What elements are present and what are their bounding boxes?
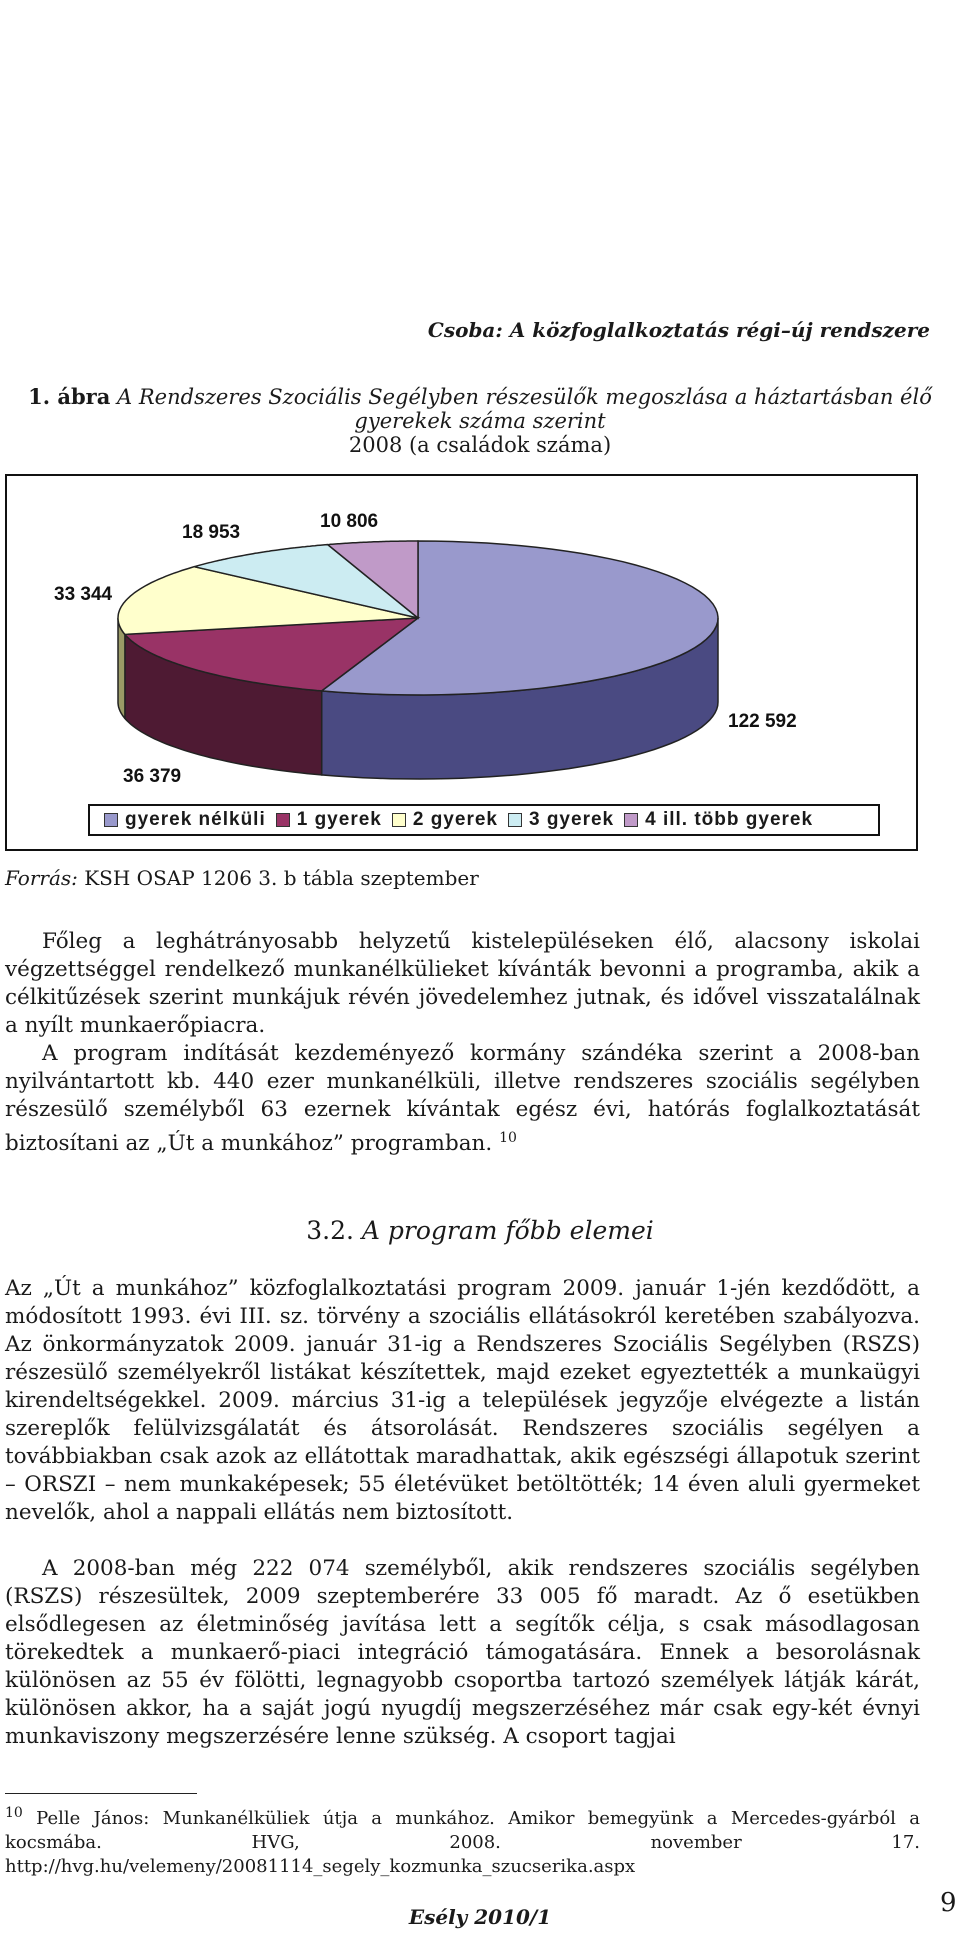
legend-label: 2 gyerek bbox=[412, 809, 498, 830]
source-text: KSH OSAP 1206 3. b tábla szeptember bbox=[84, 866, 479, 890]
paragraph-4: A 2008-ban még 222 074 személyből, akik rendszeres szociális segélyben (RSZS) részesültek, 2009 szeptemberére 33 005 fő maradt. Az ő esetükben elsődlegesen az életminőség javítása lett a segítők célja, s csak másodlagosan törekedtek a munkaerő-piaci integráció támogatására. Ennek a besorolásnak különösen az 55 év fölötti, legnagyobb csoportba tartozó személyek látják kárát, különösen akkor, ha a saját jogú nyugdíj megszerzéséhez már csak egy-két évnyi munkaviszony megszerzésére lenne szükség. A csoport tagjai bbox=[5, 1556, 920, 1749]
figure-source bbox=[5, 866, 479, 890]
legend-swatch bbox=[624, 813, 638, 827]
footnote-ref[interactable]: 10 bbox=[499, 1130, 517, 1146]
legend-item-1-gyerek bbox=[276, 809, 382, 831]
figure-title-line2: gyerekek száma szerint bbox=[354, 409, 606, 433]
paragraph-1: Főleg a leghátrányosabb helyzetű kistelepüléseken élő, alacsony iskolai végzettséggel rendelkező munkanélkülieket kívánták bevonni a programba, akik a célkitűzések szerint munkájuk révén jövedelemhez jutnak, és idővel visszatalálnak a nyílt munkaerőpiacra. bbox=[5, 929, 920, 1038]
section-number: 3.2. bbox=[306, 1216, 354, 1245]
footnote-text: Pelle János: Munkanélküliek útja a munkához. Amikor bemegyünk a Mercedes-gyárból a kocsmába. HVG, 2008. november 17. http://hvg.hu/velemeny/20081114_segely_kozmunka_szucserika.aspx bbox=[5, 1808, 920, 1877]
section-title: A program főbb elemei bbox=[361, 1216, 654, 1245]
footnote-divider bbox=[5, 1793, 197, 1794]
data-label-2-gyerek: 33 344 bbox=[54, 584, 113, 605]
data-label-1-gyerek: 36 379 bbox=[123, 766, 182, 787]
paragraph-2-text: A program indítását kezdeményező kormány szándéka szerint a 2008-ban nyilvántartott kb. 440 ezer munkanélküli, illetve rendszeres szociális segélyben részesülő személyből 63 ezernek kívántak egész évi, hatórás foglalkoztatását biztosítani az „Út a munkához” programban. bbox=[5, 1041, 920, 1157]
paragraph-2 bbox=[5, 1040, 920, 1158]
legend-label: 1 gyerek bbox=[296, 809, 382, 830]
section-heading bbox=[0, 1216, 960, 1245]
legend-swatch bbox=[104, 813, 118, 827]
data-label-3-gyerek: 18 953 bbox=[182, 522, 241, 543]
source-label: Forrás: bbox=[5, 866, 78, 890]
legend-item-3-gyerek bbox=[508, 809, 614, 831]
chart-legend bbox=[88, 804, 880, 836]
legend-item-2-gyerek bbox=[392, 809, 498, 831]
legend-label: gyerek nélküli bbox=[125, 809, 266, 830]
legend-swatch bbox=[276, 813, 290, 827]
data-label-4-gyerek: 10 806 bbox=[320, 511, 379, 532]
legend-label: 3 gyerek bbox=[528, 809, 615, 830]
legend-label: 4 ill. több gyerek bbox=[645, 809, 814, 830]
legend-item-4-gyerek bbox=[624, 809, 813, 831]
figure-label: 1. ábra bbox=[28, 384, 111, 409]
legend-swatch bbox=[508, 813, 522, 827]
legend-swatch bbox=[392, 813, 406, 827]
figure-caption bbox=[0, 385, 960, 409]
figure-subtitle: 2008 (a családok száma) bbox=[348, 433, 612, 457]
footnote-number: 10 bbox=[5, 1805, 23, 1821]
pie-chart bbox=[0, 474, 960, 804]
figure-title-line1: A Rendszeres Szociális Segélyben részesülők megoszlása a háztartásban élő bbox=[117, 385, 932, 409]
legend-item-gyerek-nelkuli bbox=[104, 809, 266, 831]
running-header: Csoba: A közfoglalkoztatás régi–új rendszere bbox=[427, 318, 930, 342]
data-label-gyerek-nelkuli: 122 592 bbox=[728, 711, 797, 732]
footnote bbox=[5, 1801, 920, 1879]
page-number: 9 bbox=[940, 1888, 957, 1918]
footer-journal: Esély 2010/1 bbox=[408, 1905, 552, 1929]
paragraph-3: Az „Út a munkához” közfoglalkoztatási program 2009. január 1-jén kezdődött, a módosított 1993. évi III. sz. törvény a szociális ellátásokról keretében szabályozva. Az önkormányzatok 2009. január 31-ig a Rendszeres Szociális Segélyben (RSZS) részesülő személyekről listákat készítettek, majd ezeket egyeztették a munkaügyi kirendeltségekkel. 2009. március 31-ig a települések jegyzője elvégezte a listán szereplők felülvizsgálatát és átsorolását. Rendszeres szociális segélyen a továbbiakban csak azok az ellátottak maradhattak, akik egészségi állapotuk szerint – ORSZI – nem munkaképesek; 55 életévüket betöltötték; 14 éven aluli gyermeket nevelők, ahol a nappali ellátás nem biztosított. bbox=[5, 1276, 920, 1525]
